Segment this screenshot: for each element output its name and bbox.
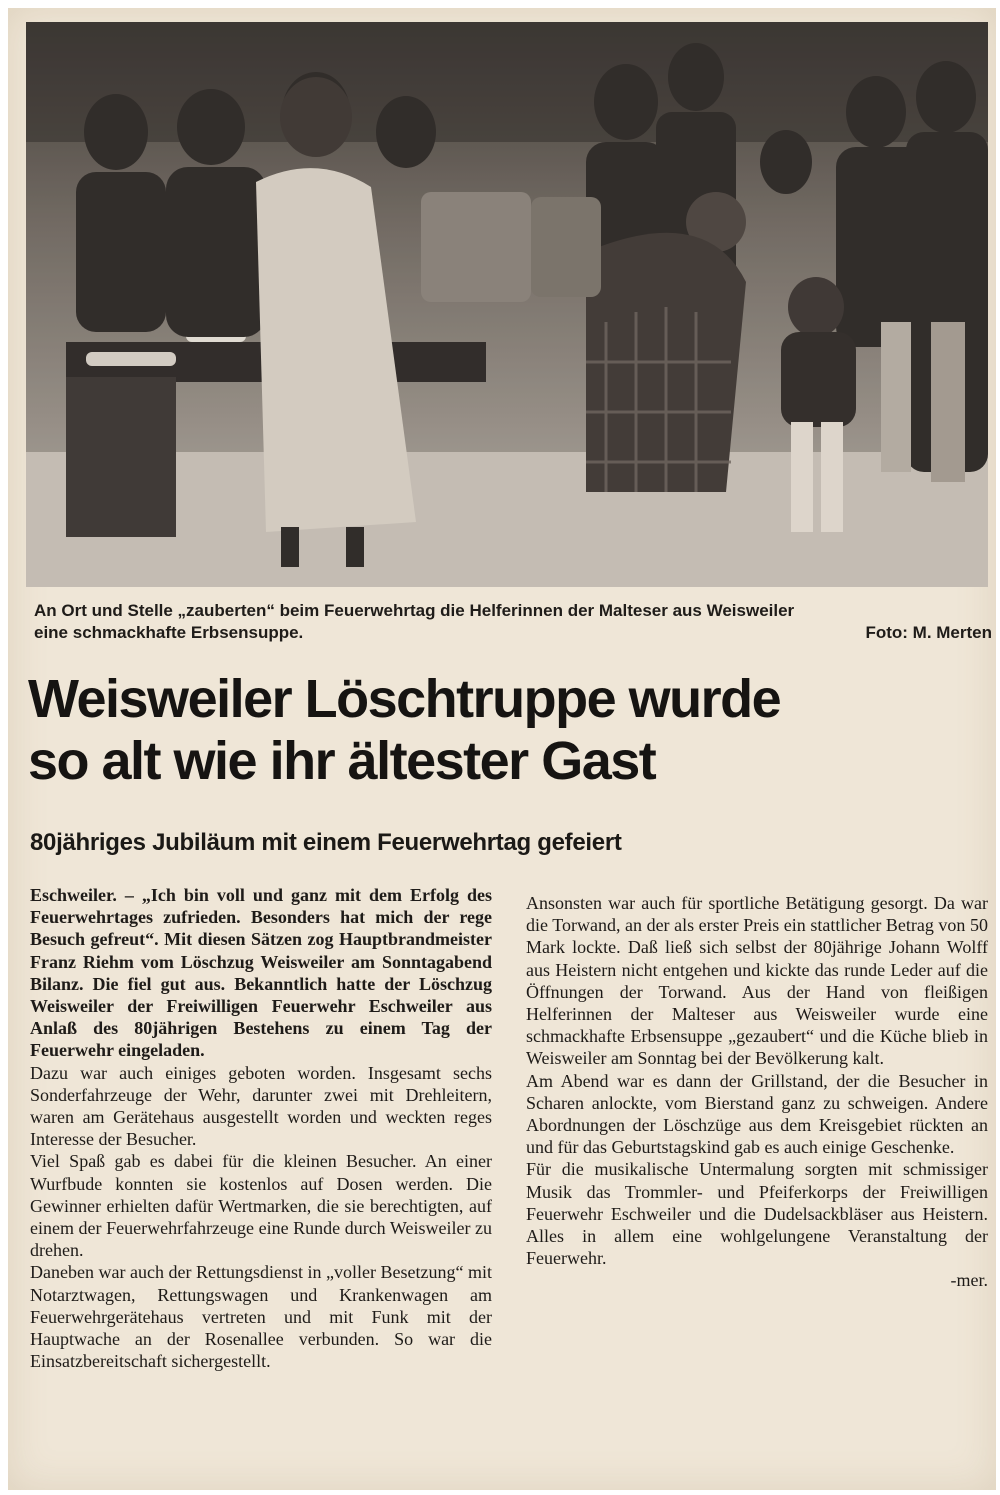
headline-line-1: Weisweiler Löschtruppe wurde — [28, 669, 781, 729]
article-paragraph: Ansonsten war auch für sportliche Betätigung gesorgt. Da war die Torwand, an der als erster Preis ein stattlicher Betrag von 50 Mark lockte. Daß ließ sich selbst der 80jährige Johann Wolff aus Heistern nicht entgehen und kickte das runde Leder auf die Öffnungen der Torwand. Aus der Hand von fleißigen Helferinnen der Malteser aus Weisweiler wurde eine schmackhafte Erbsensuppe „gezaubert“ und die Küche blieb in Weisweiler am Sonntag bei der Bevölkerung kalt. — [526, 893, 988, 1069]
photo-credit: Foto: M. Merten — [865, 623, 992, 642]
photo-caption — [34, 600, 992, 644]
article-paragraph: Daneben war auch der Rettungsdienst in „voller Besetzung“ mit Notarztwagen, Rettungswagen und Krankenwagen am Feuerwehrgerätehaus vertreten und mit Funk mit der Hauptwache an der Rosenallee verbunden. So war die Einsatzbereitschaft sichergestellt. — [30, 1262, 492, 1372]
headline — [28, 668, 988, 792]
caption-line-1: An Ort und Stelle „zauberten“ beim Feuerwehrtag die Helferinnen der Malteser aus Weisweiler — [34, 601, 795, 620]
caption-row-2 — [34, 622, 992, 644]
photo-illustration — [26, 22, 988, 587]
subheadline: 80jähriges Jubiläum mit einem Feuerwehrtag gefeiert — [30, 829, 622, 856]
newspaper-clipping — [8, 8, 996, 1490]
article-paragraph: Am Abend war es dann der Grillstand, der die Besucher in Scharen anlockte, vom Bierstand ganz zu schweigen. Andere Abordnungen der Löschzüge aus dem Kreisgebiet rückten an und für das Geburtstagskind gab es auch einige Geschenke. — [526, 1070, 988, 1158]
article-paragraph: Für die musikalische Untermalung sorgten mit schmissiger Musik das Trommler- und Pfeiferkorps der Freiwilligen Feuerwehr Eschweiler und die Dudelsackbläser aus Heistern. Alles in allem eine wohlgelungene Veranstaltung der Feuerwehr. — [526, 1159, 988, 1269]
author-signature: -mer. — [950, 1270, 988, 1291]
article-column-right — [526, 892, 988, 1292]
caption-line-2: eine schmackhafte Erbsensuppe. — [34, 623, 304, 642]
article-paragraph: Dazu war auch einiges geboten worden. Insgesamt sechs Sonderfahrzeuge der Wehr, darunter zwei mit Drehleitern, waren am Gerätehaus ausgestellt worden und weckten reges Interesse der Besucher. — [30, 1062, 492, 1150]
article-paragraph: Viel Spaß gab es dabei für die kleinen Besucher. An einer Wurfbude konnten sie kostenlos auf Dosen werden. Die Gewinner erhielten dafür Wertmarken, die sie berechtigten, auf einem der Feuerwehrfahrzeuge eine Runde durch Weisweiler zu drehen. — [30, 1151, 492, 1261]
article-column-left — [30, 884, 492, 1372]
headline-line-2: so alt wie ihr ältester Gast — [28, 731, 656, 791]
article-photo — [26, 22, 988, 587]
article-lead: Eschweiler. – „Ich bin voll und ganz mit dem Erfolg des Feuerwehrtages zufrieden. Besonders hat mich der rege Besuch gefreut“. Mit diesen Sätzen zog Hauptbrandmeister Franz Riehm vom Löschzug Weisweiler am Sonntagabend Bilanz. Die fiel gut aus. Bekanntlich hatte der Löschzug Weisweiler der Freiwilligen Feuerwehr Eschweiler aus Anlaß des 80jährigen Bestehens zu einem Tag der Feuerwehr eingeladen. — [30, 885, 492, 1061]
